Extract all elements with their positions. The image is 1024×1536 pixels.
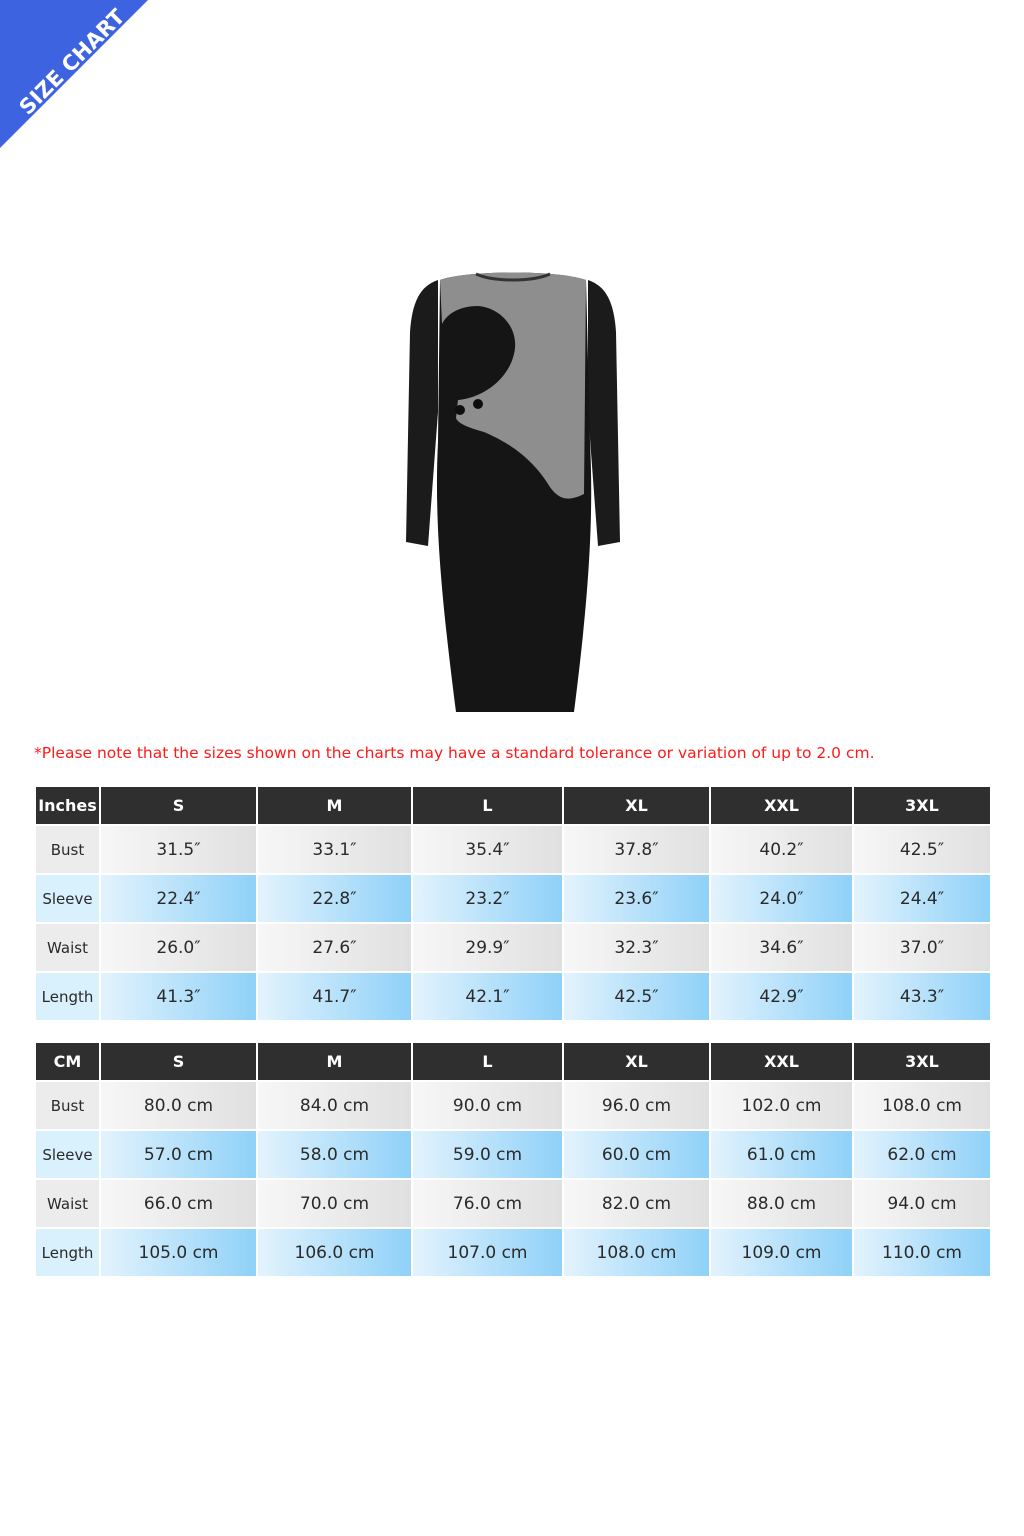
unit-header: CM [36,1043,99,1080]
table-row [36,973,990,1020]
unit-header: Inches [36,787,99,824]
size-header-m: M [258,1043,411,1080]
table-cell: 108.0 cm [564,1229,709,1276]
table-cell: 29.9″ [413,924,562,971]
table-cell: 22.4″ [101,875,256,922]
table-cell: 32.3″ [564,924,709,971]
table-cell: 109.0 cm [711,1229,852,1276]
table-cell: 37.0″ [854,924,990,971]
table-cell: 27.6″ [258,924,411,971]
row-label: Sleeve [36,875,99,922]
size-header-xl: XL [564,1043,709,1080]
table-cell: 107.0 cm [413,1229,562,1276]
table-row [36,1082,990,1129]
table-row [36,875,990,922]
table-cell: 42.1″ [413,973,562,1020]
table-cell: 41.7″ [258,973,411,1020]
table-cell: 106.0 cm [258,1229,411,1276]
table-cell: 96.0 cm [564,1082,709,1129]
table-cell: 94.0 cm [854,1180,990,1227]
table-cell: 31.5″ [101,826,256,873]
size-header-m: M [258,787,411,824]
table-cell: 22.8″ [258,875,411,922]
size-header-s: S [101,787,256,824]
table-cell: 23.6″ [564,875,709,922]
table-cell: 66.0 cm [101,1180,256,1227]
row-label: Length [36,973,99,1020]
table-cell: 43.3″ [854,973,990,1020]
table-cell: 23.2″ [413,875,562,922]
table-cell: 76.0 cm [413,1180,562,1227]
table-cell: 102.0 cm [711,1082,852,1129]
table-cell: 105.0 cm [101,1229,256,1276]
table-cell: 70.0 cm [258,1180,411,1227]
size-header-s: S [101,1043,256,1080]
size-header-xl: XL [564,787,709,824]
dress-image [398,262,628,717]
table-cell: 90.0 cm [413,1082,562,1129]
row-label: Bust [36,1082,99,1129]
badge-label: SIZE CHART [14,4,130,120]
table-cell: 110.0 cm [854,1229,990,1276]
table-cell: 42.5″ [564,973,709,1020]
table-cell: 34.6″ [711,924,852,971]
size-header-xxl: XXL [711,1043,852,1080]
row-label: Bust [36,826,99,873]
table-row [36,1180,990,1227]
table-row [36,826,990,873]
table-cell: 26.0″ [101,924,256,971]
size-header-3xl: 3XL [854,1043,990,1080]
table-row [36,924,990,971]
table-cell: 60.0 cm [564,1131,709,1178]
table-cell: 40.2″ [711,826,852,873]
table-cell: 88.0 cm [711,1180,852,1227]
tolerance-note: *Please note that the sizes shown on the charts may have a standard tolerance or variation of up to 2.0 cm. [34,744,875,762]
table-cell: 61.0 cm [711,1131,852,1178]
table-cell: 57.0 cm [101,1131,256,1178]
table-cell: 82.0 cm [564,1180,709,1227]
cm-size-table [34,1041,992,1278]
size-header-l: L [413,787,562,824]
table-header-row [36,787,990,824]
table-cell: 24.4″ [854,875,990,922]
row-label: Sleeve [36,1131,99,1178]
table-cell: 84.0 cm [258,1082,411,1129]
table-header-row [36,1043,990,1080]
table-cell: 35.4″ [413,826,562,873]
row-label: Length [36,1229,99,1276]
table-cell: 42.9″ [711,973,852,1020]
table-cell: 24.0″ [711,875,852,922]
row-label: Waist [36,1180,99,1227]
table-cell: 42.5″ [854,826,990,873]
table-cell: 33.1″ [258,826,411,873]
row-label: Waist [36,924,99,971]
table-row [36,1131,990,1178]
size-header-l: L [413,1043,562,1080]
table-cell: 80.0 cm [101,1082,256,1129]
table-cell: 62.0 cm [854,1131,990,1178]
size-chart-badge [0,0,150,150]
table-row [36,1229,990,1276]
size-header-xxl: XXL [711,787,852,824]
inches-size-table [34,785,992,1022]
table-cell: 59.0 cm [413,1131,562,1178]
table-cell: 58.0 cm [258,1131,411,1178]
table-cell: 37.8″ [564,826,709,873]
table-cell: 41.3″ [101,973,256,1020]
table-cell: 108.0 cm [854,1082,990,1129]
size-header-3xl: 3XL [854,787,990,824]
